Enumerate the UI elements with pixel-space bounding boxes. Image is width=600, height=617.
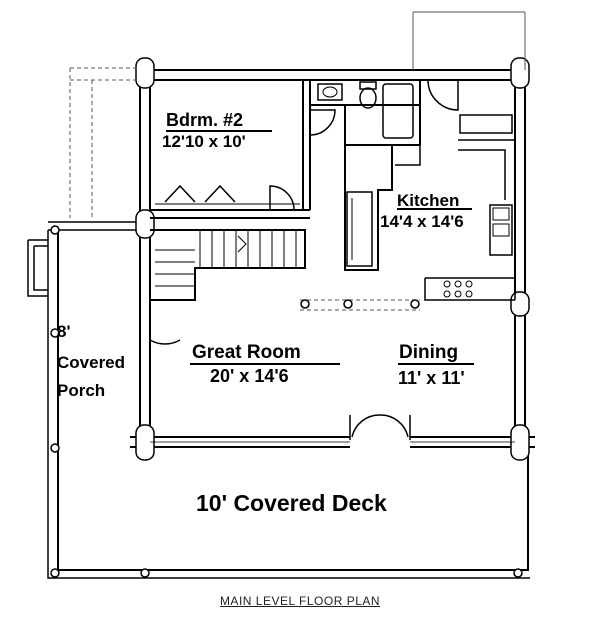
porch-post — [51, 444, 59, 452]
log-end — [136, 210, 154, 238]
cooktop-burners — [444, 281, 472, 297]
log-end — [511, 425, 529, 460]
bedroom-door — [270, 186, 294, 210]
log-end — [511, 292, 529, 316]
soffit-post — [411, 300, 419, 308]
soffit-post — [301, 300, 309, 308]
porch-label-line2: Covered — [57, 353, 126, 372]
kitchen-counter-east — [458, 140, 515, 200]
plan-caption: MAIN LEVEL FLOOR PLAN — [219, 594, 381, 608]
log-end — [136, 58, 154, 88]
side-entry-door — [150, 310, 180, 344]
kitchen-name: Kitchen — [397, 191, 460, 210]
entry-roof-dashed — [413, 12, 525, 70]
log-end — [511, 58, 529, 88]
east-wall — [515, 70, 525, 440]
kitchen-size: 14'4 x 14'6 — [380, 212, 464, 231]
closet-bifold-doors — [165, 186, 235, 202]
bedroom-east-wall — [303, 80, 310, 210]
porch-post — [141, 569, 149, 577]
french-doors — [350, 415, 410, 440]
bedroom-south-wall — [150, 210, 310, 218]
bedroom2-name: Bdrm. #2 — [166, 110, 244, 130]
dining-size: 11' x 11' — [398, 368, 465, 388]
dining-name: Dining — [399, 342, 459, 363]
porch-label-line3: Porch — [57, 381, 106, 400]
deck-label: 10' Covered Deck — [196, 490, 387, 516]
bath-sink-bowl — [323, 87, 337, 97]
porch-post — [51, 569, 59, 577]
upper-cabinet — [460, 115, 512, 133]
kitchen-soffit-dashed — [300, 300, 420, 310]
north-wall — [145, 70, 520, 80]
bedroom2-size: 12'10 x 10' — [162, 132, 246, 151]
log-end — [136, 425, 154, 460]
kitchen-sink — [493, 208, 509, 220]
kitchen-island — [347, 192, 372, 266]
porch-label-line1: 8' — [57, 322, 71, 341]
kitchen-sink-2 — [493, 224, 509, 236]
bathtub — [383, 84, 413, 138]
stair-arrow — [238, 236, 246, 252]
porch-inner-line — [48, 230, 530, 578]
great-room-name: Great Room — [192, 342, 301, 363]
porch-steps — [28, 240, 48, 296]
west-wall — [140, 70, 150, 440]
kitchen-entry-door — [428, 80, 458, 110]
kitchen-counter-stub — [395, 145, 420, 165]
stair-treads — [155, 230, 296, 286]
bath-sink — [318, 84, 342, 100]
soffit-post — [344, 300, 352, 308]
porch-post — [51, 226, 59, 234]
porch-post — [514, 569, 522, 577]
bath-door — [310, 110, 335, 135]
roof-overhang-dashed — [70, 68, 140, 218]
stair-well — [150, 230, 305, 300]
great-room-size: 20' x 14'6 — [210, 366, 289, 386]
